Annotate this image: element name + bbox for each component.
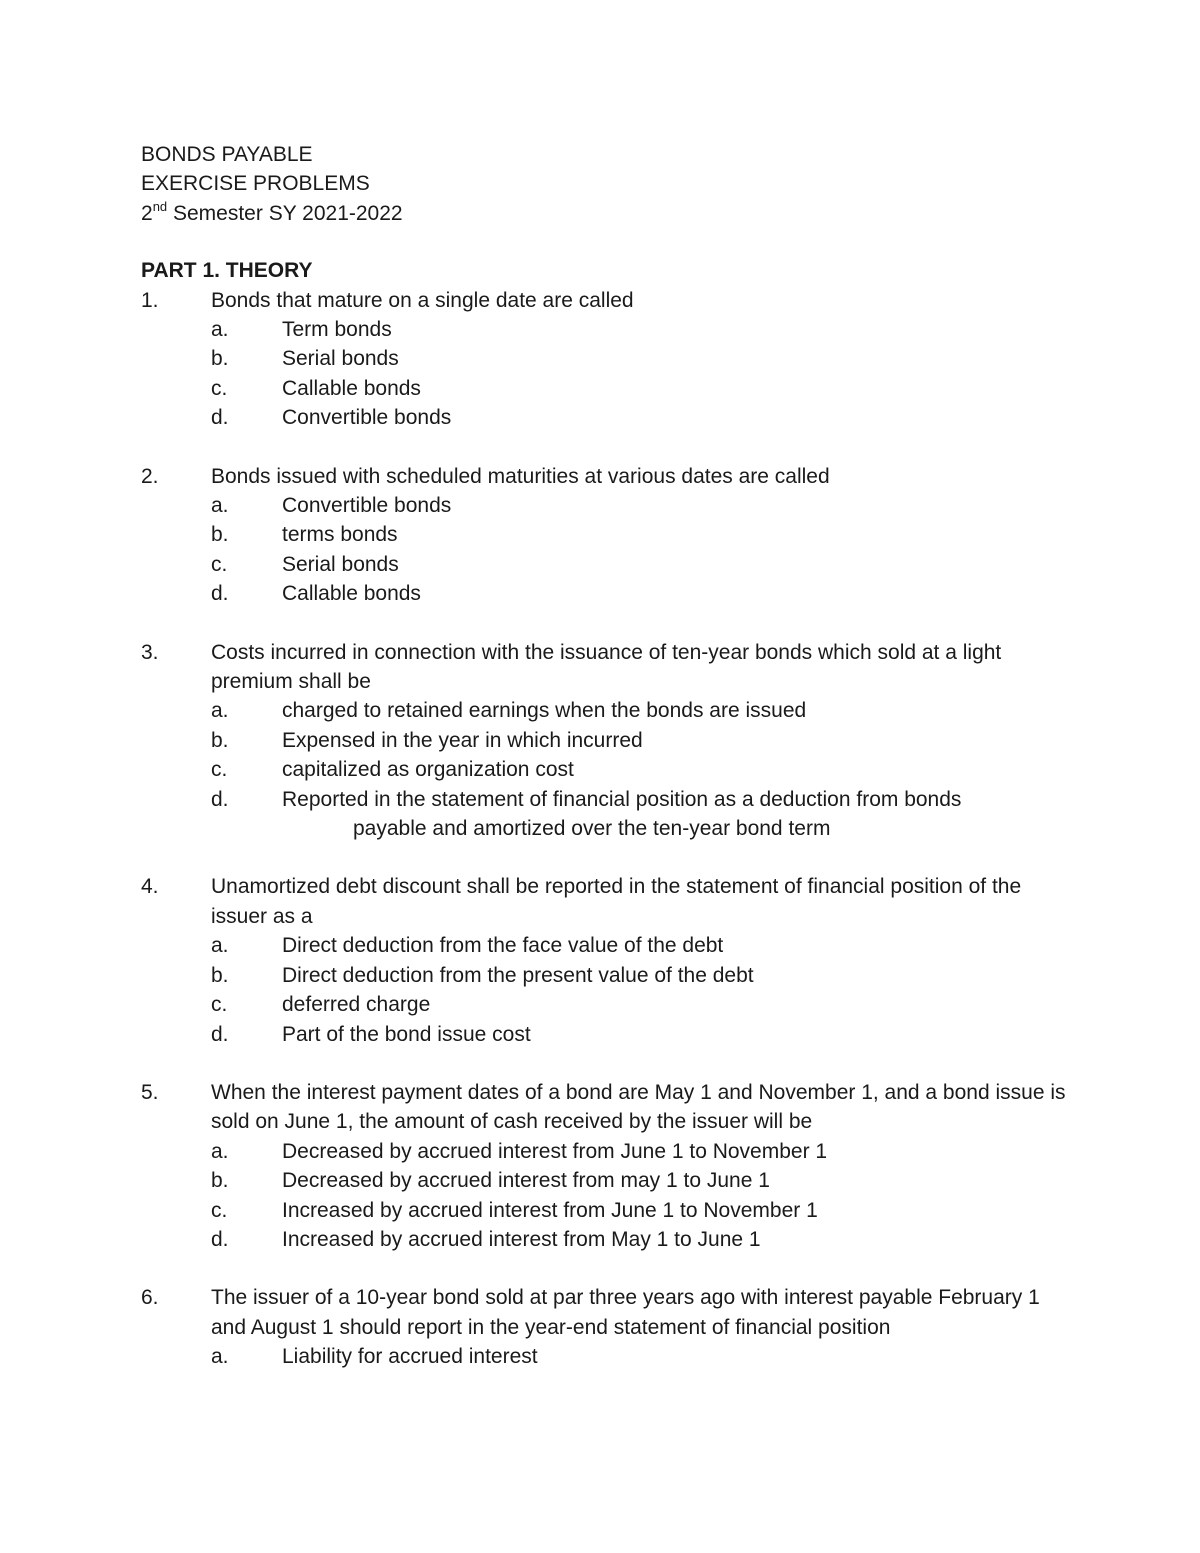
option-text: Convertible bonds — [282, 406, 452, 430]
option-b — [141, 344, 1071, 373]
semester-number: 2 — [141, 201, 153, 225]
question-list — [141, 286, 1071, 1372]
option-b — [141, 1166, 1071, 1195]
option-c — [141, 374, 1071, 403]
question-number: 1. — [141, 288, 159, 312]
question-number: 6. — [141, 1286, 159, 1310]
question-stem — [141, 638, 1071, 697]
question-text: The issuer of a 10-year bond sold at par three years ago with interest payable February 1 and August 1 should report in the year-end statement of financial position — [211, 1286, 1040, 1339]
option-letter: a. — [211, 1345, 229, 1369]
option-text: terms bonds — [282, 523, 398, 547]
question-stem — [141, 462, 1071, 491]
option-text: charged to retained earnings when the bonds are issued — [282, 699, 807, 723]
option-letter: c. — [211, 376, 228, 400]
document-page — [141, 140, 1071, 1372]
question-stem — [141, 872, 1071, 931]
option-a — [141, 491, 1071, 520]
option-text: Reported in the statement of financial position as a deduction from bonds — [282, 787, 962, 811]
option-letter: b. — [211, 523, 229, 547]
question-text: Bonds issued with scheduled maturities at various dates are called — [211, 464, 830, 488]
option-text: Convertible bonds — [282, 494, 452, 517]
option-text: Liability for accrued interest — [282, 1345, 538, 1369]
question-number: 4. — [141, 875, 159, 899]
question-text: Bonds that mature on a single date are called — [211, 288, 634, 312]
question-4 — [141, 872, 1071, 1048]
option-text: Serial bonds — [282, 552, 399, 576]
option-letter: b. — [211, 728, 229, 752]
option-c — [141, 1196, 1071, 1225]
question-stem — [141, 1283, 1071, 1342]
question-stem — [141, 1078, 1071, 1137]
option-letter: d. — [211, 406, 229, 430]
part-title: PART 1. THEORY — [141, 259, 313, 283]
option-a — [141, 696, 1071, 725]
question-6 — [141, 1283, 1071, 1371]
option-b — [141, 726, 1071, 755]
option-letter: b. — [211, 963, 229, 987]
question-text: When the interest payment dates of a bond are May 1 and November 1, and a bond issue is sold on June 1, the amount of cash received by the issuer will be — [211, 1080, 1066, 1134]
option-text: Direct deduction from the present value of the debt — [282, 963, 754, 987]
option-text: Direct deduction from the face value of the debt — [282, 934, 724, 958]
option-d — [141, 1225, 1071, 1254]
semester-line — [141, 199, 1071, 228]
option-d — [141, 579, 1071, 608]
option-letter: c. — [211, 552, 228, 576]
option-letter: a. — [211, 494, 229, 517]
question-text: Unamortized debt discount shall be reported in the statement of financial position of the issuer as a — [211, 875, 1022, 928]
question-1 — [141, 286, 1071, 433]
option-letter: b. — [211, 1169, 229, 1193]
option-text: Serial bonds — [282, 347, 399, 371]
option-b — [141, 520, 1071, 549]
document-title: BONDS PAYABLE — [141, 143, 313, 166]
option-letter: d. — [211, 1227, 229, 1251]
option-text: Term bonds — [282, 317, 392, 341]
option-letter: d. — [211, 1022, 229, 1046]
option-letter: d. — [211, 582, 229, 606]
question-2 — [141, 462, 1071, 609]
option-text: Callable bonds — [282, 582, 421, 606]
option-d — [141, 785, 1071, 844]
option-c — [141, 550, 1071, 579]
option-text: Part of the bond issue cost — [282, 1022, 531, 1046]
option-text: Decreased by accrued interest from June 1 to November 1 — [282, 1139, 828, 1163]
option-text: Increased by accrued interest from June 1 to November 1 — [282, 1198, 818, 1222]
option-letter: a. — [211, 317, 229, 341]
option-text: Decreased by accrued interest from may 1 to June 1 — [282, 1169, 770, 1193]
option-letter: c. — [211, 993, 228, 1017]
option-letter: c. — [211, 758, 228, 782]
option-letter: a. — [211, 1139, 229, 1163]
semester-text: Semester SY 2021-2022 — [167, 201, 403, 225]
question-3 — [141, 638, 1071, 844]
document-subtitle: EXERCISE PROBLEMS — [141, 172, 370, 196]
question-number: 3. — [141, 640, 159, 664]
option-d — [141, 1020, 1071, 1049]
option-c — [141, 990, 1071, 1019]
option-text: Expensed in the year in which incurred — [282, 728, 643, 752]
option-text: Increased by accrued interest from May 1 to June 1 — [282, 1227, 761, 1251]
option-letter: b. — [211, 347, 229, 371]
option-a — [141, 931, 1071, 960]
option-letter: a. — [211, 699, 229, 723]
question-stem — [141, 286, 1071, 315]
semester-ordinal: nd — [152, 198, 168, 214]
option-b — [141, 961, 1071, 990]
option-c — [141, 755, 1071, 784]
question-number: 2. — [141, 464, 159, 488]
option-a — [141, 1137, 1071, 1166]
option-text: deferred charge — [282, 993, 431, 1017]
question-number: 5. — [141, 1080, 159, 1104]
option-letter: d. — [211, 787, 229, 811]
option-a — [141, 315, 1071, 344]
option-text: capitalized as organization cost — [282, 758, 574, 782]
question-5 — [141, 1078, 1071, 1254]
option-text: Callable bonds — [282, 376, 421, 400]
option-d — [141, 403, 1071, 432]
question-text: Costs incurred in connection with the issuance of ten-year bonds which sold at a light premium shall be — [211, 640, 1002, 694]
option-a — [141, 1342, 1071, 1371]
option-letter: c. — [211, 1198, 228, 1222]
option-letter: a. — [211, 934, 229, 958]
option-text-continued: payable and amortized over the ten-year bond term — [353, 817, 831, 841]
